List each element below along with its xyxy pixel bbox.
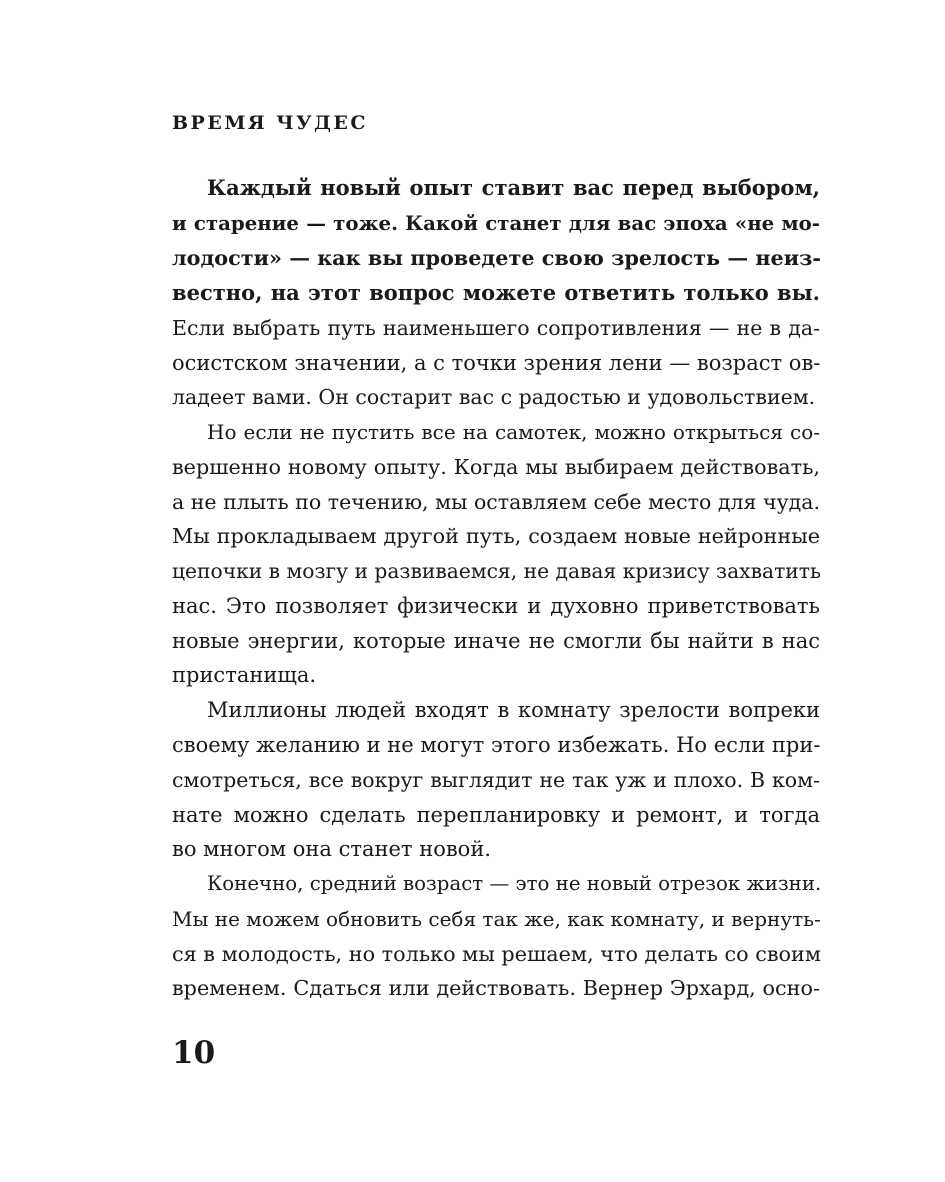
- paragraph-2-line-1: Но если не пустить все на самотек, можно открыться со-: [207, 420, 820, 444]
- paragraph-4-line-2: Мы не можем обновить себя так же, как комнату, и вернуть-: [172, 907, 821, 931]
- paragraph-1-line-2: и старение — тоже. Какой станет для вас эпоха «не мо-: [172, 211, 820, 235]
- paragraph-2-line-2: вершенно новому опыту. Когда мы выбираем действовать,: [172, 455, 820, 479]
- paragraph-1-line-5: Если выбрать путь наименьшего сопротивления — не в да-: [172, 316, 820, 340]
- paragraph-4-line-3: ся в молодость, но только мы решаем, что делать со своим: [172, 942, 822, 966]
- paragraph-3-line-2: своему желанию и не могут этого избежать. Но если при-: [172, 733, 821, 757]
- paragraph-1-line-4: вестно, на этот вопрос можете ответить только вы.: [172, 280, 820, 305]
- paragraph-4-line-4: временем. Сдаться или действовать. Вернер Эрхард, осно-: [172, 976, 820, 1000]
- paragraph-2-line-7: новые энергии, которые иначе не смогли бы найти в нас: [172, 629, 820, 653]
- paragraph-3-line-3: смотреться, все вокруг выглядит не так уж и плохо. В ком-: [172, 768, 820, 792]
- paragraph-3-line-1: Миллионы людей входят в комнату зрелости вопреки: [207, 698, 820, 722]
- paragraph-4-line-1: Конечно, средний возраст — это не новый отрезок жизни.: [207, 872, 822, 895]
- paragraph-2-line-4: Мы прокладываем другой путь, создаем новые нейронные: [172, 524, 820, 548]
- page-number: 10: [172, 1035, 216, 1071]
- paragraph-3-line-5: во многом она станет новой.: [172, 837, 491, 861]
- paragraph-1-line-6: осистском значении, а с точки зрения лени — возраст ов-: [172, 351, 821, 375]
- paragraph-1-line-3: лодости» — как вы проведете свою зрелость — неиз-: [172, 246, 821, 270]
- paragraph-2-line-6: нас. Это позволяет физически и духовно приветствовать: [172, 594, 820, 618]
- running-head: ВРЕМЯ ЧУДЕС: [172, 112, 368, 134]
- paragraph-2-line-3: а не плыть по течению, мы оставляем себе место для чуда.: [172, 490, 820, 514]
- paragraph-2-line-5: цепочки в мозгу и развиваемся, не давая кризису захватить: [172, 559, 821, 583]
- paragraph-3-line-4: нате можно сделать перепланировку и ремонт, и тогда: [172, 803, 820, 827]
- paragraph-2-line-8: пристанища.: [172, 663, 317, 687]
- paragraph-1-line-1: Каждый новый опыт ставит вас перед выбором,: [207, 175, 820, 200]
- paragraph-1-line-7: ладеет вами. Он состарит вас с радостью и удовольствием.: [172, 385, 816, 409]
